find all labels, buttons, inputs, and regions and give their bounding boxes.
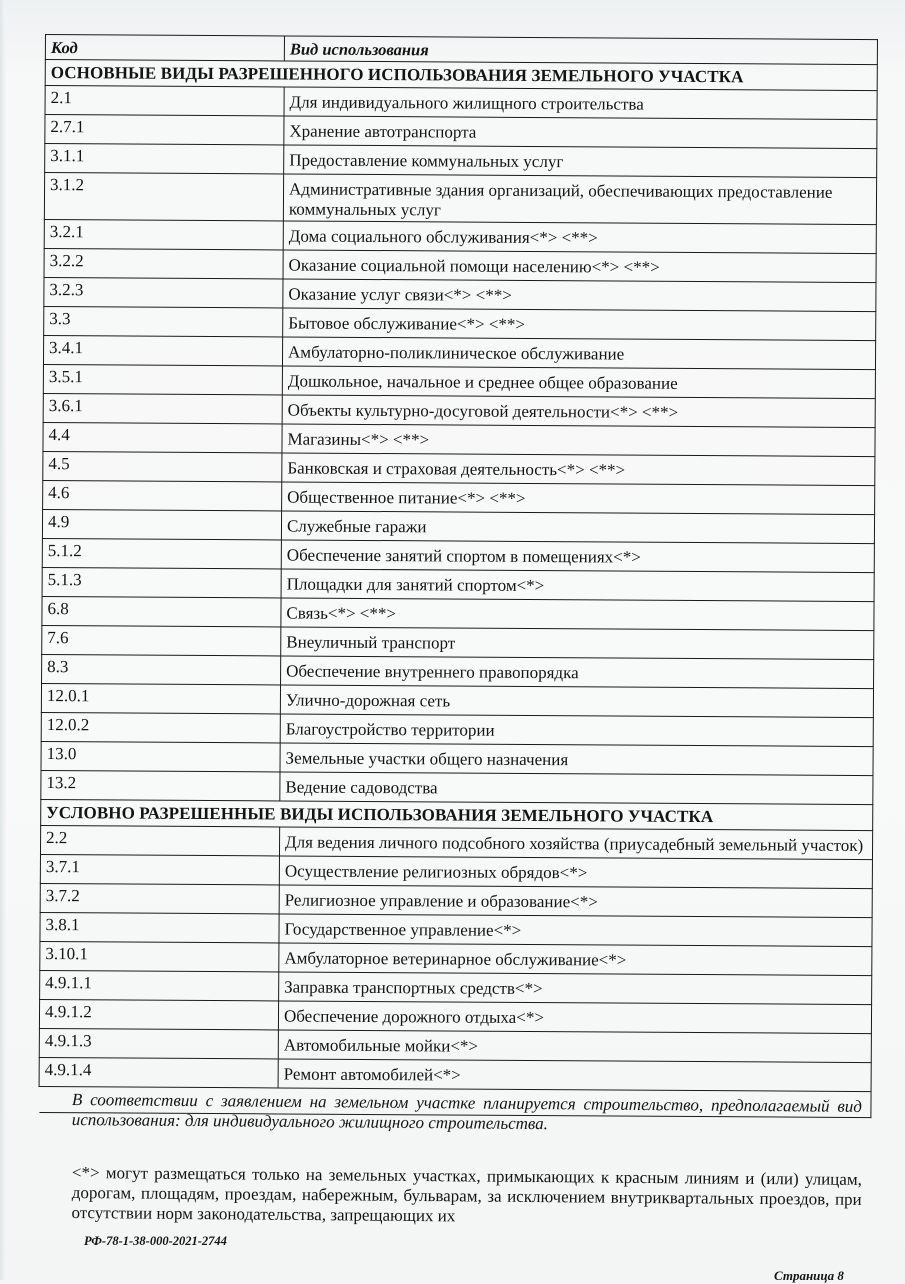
use-description: Оказание услуг связи<*> <**>	[283, 279, 876, 312]
land-use-table	[38, 34, 878, 1118]
use-code: 5.1.2	[42, 538, 281, 568]
use-description: Ремонт автомобилей<*>	[278, 1059, 871, 1092]
use-description: Для индивидуального жилищного строительства	[284, 87, 877, 120]
use-description: Государственное управление<*>	[279, 914, 872, 947]
use-code: 4.5	[43, 451, 282, 481]
use-code: 3.2.1	[44, 219, 283, 249]
use-code: 5.1.3	[42, 567, 281, 597]
footnote-asterisk: <*> могут размещаться только на земельных участках, примыкающих к красным линиям и (или) улицам, дорогам, площадям, проездам, набережным, бульварам, за исключением внутриквартальных проездов, при отсутствии норм законодательства, запрещающих их	[71, 1163, 862, 1226]
use-code: 6.8	[42, 596, 281, 626]
use-description: Амбулаторно-поликлиническое обслуживание	[282, 337, 875, 370]
use-code: 3.2.3	[44, 277, 283, 307]
use-description: Обеспечение занятий спортом в помещениях<*>	[281, 540, 874, 573]
use-code: 4.9	[42, 509, 281, 539]
use-description: Бытовое обслуживание<*> <**>	[283, 308, 876, 341]
use-code: 3.3	[44, 306, 283, 336]
use-description: Оказание социальной помощи населению<*> <**>	[283, 250, 876, 283]
use-description: Улично-дорожная сеть	[280, 685, 873, 718]
use-description: Земельные участки общего назначения	[280, 743, 873, 776]
use-description: Хранение автотранспорта	[284, 116, 877, 149]
use-code: 2.1	[45, 86, 284, 116]
use-code: 4.4	[43, 422, 282, 452]
use-code: 3.5.1	[43, 364, 282, 394]
use-code: 12.0.1	[41, 683, 280, 713]
use-description: Банковская и страховая деятельность<*> <**>	[282, 453, 875, 486]
use-description: Предоставление коммунальных услуг	[284, 145, 877, 178]
use-code: 3.4.1	[43, 335, 282, 365]
use-code: 4.9.1.1	[40, 970, 279, 1000]
use-description: Служебные гаражи	[281, 511, 874, 544]
section-title: ОСНОВНЫЕ ВИДЫ РАЗРЕШЕННОГО ИСПОЛЬЗОВАНИЯ ЗЕМЕЛЬНОГО УЧАСТКА	[45, 60, 877, 91]
use-description: Амбулаторное ветеринарное обслуживание<*>	[279, 943, 872, 976]
use-description: Объекты культурно-досуговой деятельности<*> <**>	[282, 395, 875, 428]
use-code: 7.6	[42, 625, 281, 655]
use-description: Общественное питание<*> <**>	[282, 482, 875, 515]
use-description: Связь<*> <**>	[281, 598, 874, 631]
use-code: 4.9.1.4	[39, 1057, 278, 1087]
use-description: Площадки для занятий спортом<*>	[281, 569, 874, 602]
use-code: 3.1.2	[44, 173, 283, 221]
use-code: 4.9.1.3	[39, 1028, 278, 1058]
use-code: 12.0.2	[41, 712, 280, 742]
use-code: 3.2.2	[44, 248, 283, 278]
use-code: 3.1.1	[45, 144, 284, 174]
use-description: Внеуличный транспорт	[281, 627, 874, 660]
use-description: Административные здания организаций, обеспечивающих предоставление коммунальных услуг	[283, 174, 876, 225]
use-description: Дошкольное, начальное и среднее общее образование	[282, 366, 875, 399]
use-code: 3.10.1	[40, 941, 279, 971]
use-code: 3.8.1	[40, 912, 279, 942]
use-code: 8.3	[42, 654, 281, 684]
use-code: 4.6	[43, 480, 282, 510]
use-code: 2.2	[40, 825, 279, 855]
use-description: Магазины<*> <**>	[282, 424, 875, 457]
use-description: Религиозное управление и образование<*>	[279, 885, 872, 918]
header-code: Код	[45, 35, 284, 61]
table-body	[39, 60, 877, 1118]
use-code: 2.7.1	[45, 115, 284, 145]
use-description: Ведение садоводства	[280, 772, 873, 805]
section-title: УСЛОВНО РАЗРЕШЕННЫЕ ВИДЫ ИСПОЛЬЗОВАНИЯ ЗЕМЕЛЬНОГО УЧАСТКА	[41, 799, 873, 830]
header-use: Вид использования	[284, 36, 877, 65]
use-code: 13.2	[41, 770, 280, 800]
use-code: 13.0	[41, 741, 280, 771]
use-description: Для ведения личного подсобного хозяйства (приусадебный земельный участок)	[279, 827, 872, 860]
table-row	[44, 173, 876, 225]
use-description: Заправка транспортных средств<*>	[279, 972, 872, 1005]
page-number: Страница 8	[774, 1268, 844, 1283]
use-description: Автомобильные мойки<*>	[278, 1030, 871, 1063]
use-description: Благоустройство территории	[280, 714, 873, 747]
use-description: Осуществление религиозных обрядов<*>	[279, 856, 872, 889]
use-code: 3.6.1	[43, 393, 282, 423]
use-description: Дома социального обслуживания<*> <**>	[283, 221, 876, 254]
document-number: РФ-78-1-38-000-2021-2744	[84, 1234, 227, 1248]
use-description: Обеспечение дорожного отдыха<*>	[278, 1001, 871, 1034]
use-code: 3.7.2	[40, 883, 279, 913]
use-code: 4.9.1.2	[39, 999, 278, 1029]
application-note: В соответствии с заявлением на земельном участке планируется строительство, предполагаемый вид использования: для индивидуального жилищного строительства.	[71, 1090, 862, 1134]
use-code: 3.7.1	[40, 854, 279, 884]
use-description: Обеспечение внутреннего правопорядка	[281, 656, 874, 689]
